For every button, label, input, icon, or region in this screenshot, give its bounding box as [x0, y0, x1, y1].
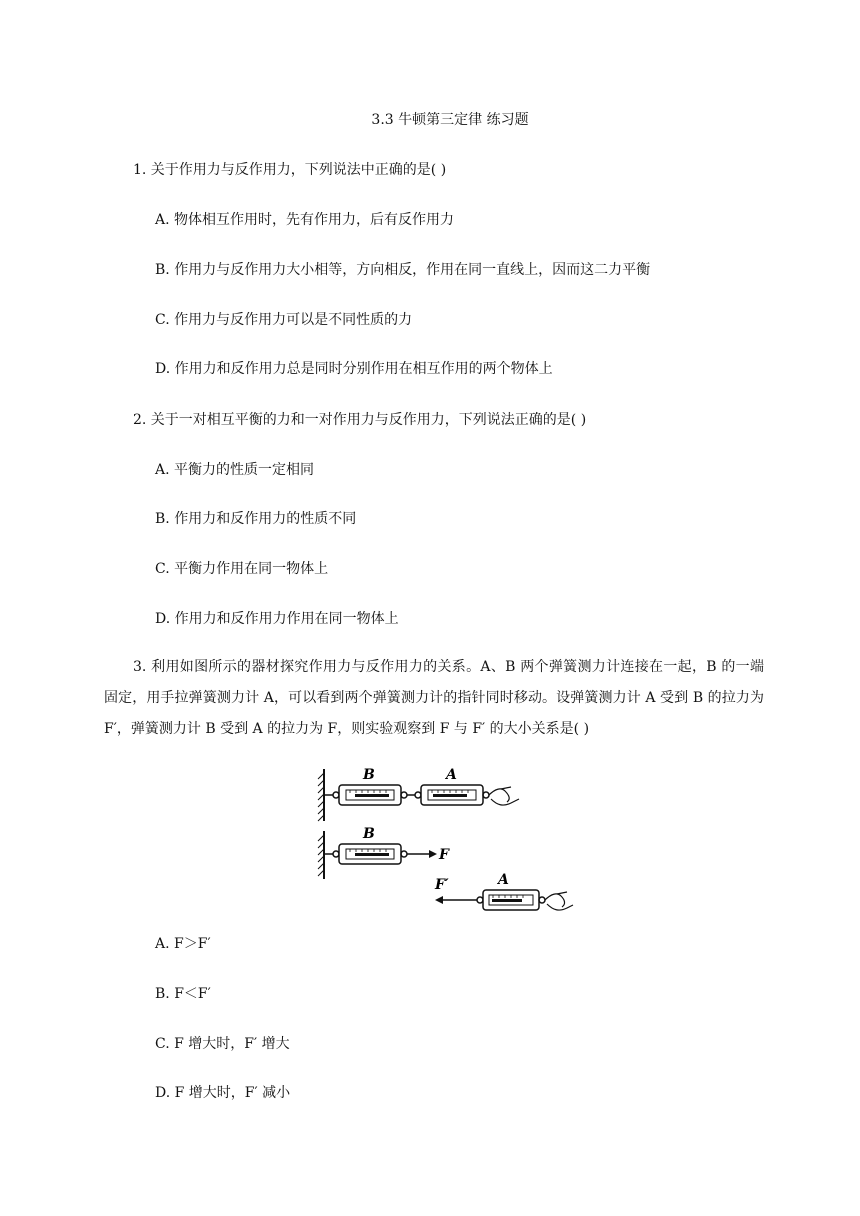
spring-scale-a-top [415, 785, 489, 805]
question-2-option-a: A. 平衡力的性质一定相同 [155, 462, 315, 478]
label-b-middle: B [363, 826, 375, 842]
spring-scale-b-middle [324, 844, 407, 864]
label-a-top: A [446, 767, 457, 783]
question-1-option-c: C. 作用力与反作用力可以是不同性质的力 [155, 312, 413, 328]
label-f: F [439, 847, 449, 863]
question-3-option-b: B. F＜F′ [155, 986, 211, 1002]
question-1-option-a: A. 物体相互作用时，先有作用力，后有反作用力 [155, 212, 455, 228]
arrow-f-prime [435, 896, 477, 904]
question-2-option-d: D. 作用力和反作用力作用在同一物体上 [155, 611, 399, 627]
question-1-option-d: D. 作用力和反作用力总是同时分别作用在相互作用的两个物体上 [155, 361, 553, 377]
wall-top [318, 769, 324, 821]
hand-icon-bottom [545, 892, 573, 910]
question-2-option-b: B. 作用力和反作用力的性质不同 [155, 511, 357, 527]
label-a-bottom: A [498, 872, 509, 888]
label-b-top: B [363, 767, 375, 783]
arrow-f [407, 850, 437, 858]
spring-scale-figure [315, 765, 575, 915]
question-1-option-b: B. 作用力与反作用力大小相等，方向相反，作用在同一直线上，因而这二力平衡 [155, 262, 651, 278]
spring-scale-b-top [324, 785, 407, 805]
question-3-stem: 3. 利用如图所示的器材探究作用力与反作用力的关系。A、B 两个弹簧测力计连接在一起，B 的一端固定，用手拉弹簧测力计 A，可以看到两个弹簧测力计的指针同时移动。设弹簧测力计 A 受到 B 的拉力为 F′，弹簧测力计 B 受到 A 的拉力为 F，则实验观察到 F 与 F′ 的大小关系是( ) [104, 659, 764, 737]
question-2-option-c: C. 平衡力作用在同一物体上 [155, 561, 329, 577]
wall-middle [318, 831, 324, 879]
hand-icon [489, 787, 519, 805]
label-f-prime: F′ [435, 877, 449, 893]
title: 3.3 牛顿第三定律 练习题 [371, 112, 529, 128]
question-3-option-a: A. F＞F′ [155, 936, 211, 952]
question-2-stem: 2. 关于一对相互平衡的力和一对作用力与反作用力，下列说法正确的是( ) [133, 412, 587, 428]
spring-scale-a-bottom [477, 890, 545, 910]
question-3-option-c: C. F 增大时，F′ 增大 [155, 1036, 290, 1052]
question-1-stem: 1. 关于作用力与反作用力，下列说法中正确的是( ) [133, 162, 447, 178]
question-3-option-d: D. F 增大时，F′ 减小 [155, 1085, 291, 1101]
